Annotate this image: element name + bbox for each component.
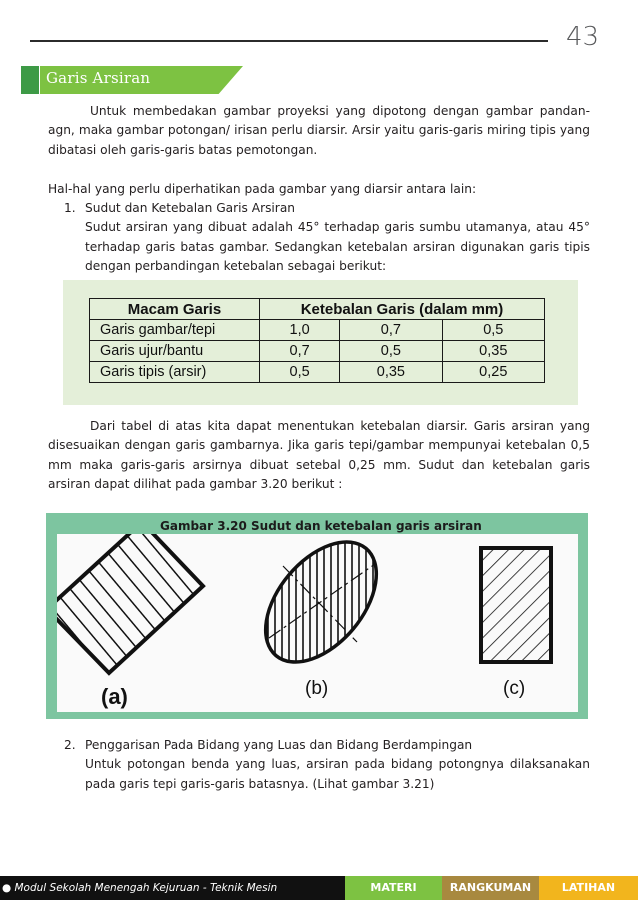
table-cell-name: Garis ujur/bantu bbox=[90, 341, 260, 362]
table-cell-name: Garis tipis (arsir) bbox=[90, 362, 260, 383]
item1-number: 1. bbox=[64, 201, 76, 215]
thickness-table bbox=[89, 298, 545, 383]
thickness-table-image bbox=[63, 280, 578, 405]
section-marker bbox=[21, 66, 39, 94]
table-cell: 0,5 bbox=[442, 320, 544, 341]
figure-c-shape bbox=[481, 548, 551, 662]
figure-b-label: (b) bbox=[305, 678, 329, 699]
footer-module-title bbox=[0, 876, 345, 900]
item1-text: Sudut arsiran yang dibuat adalah 45° terhadap garis sumbu utamanya, atau 45° terhadap garis batas gambar. Sedangkan ketebalan arsiran digunakan garis tipis dengan perbandingan ketebalan sebagai berikut: bbox=[85, 220, 590, 274]
item1 bbox=[85, 199, 590, 277]
table-cell: 0,5 bbox=[340, 341, 442, 362]
table-cell: 1,0 bbox=[260, 320, 340, 341]
table-row bbox=[90, 362, 545, 383]
item2-title: Penggarisan Pada Bidang yang Luas dan Bidang Berdampingan bbox=[85, 738, 473, 752]
table-cell: 0,5 bbox=[260, 362, 340, 383]
item1-title: Sudut dan Ketebalan Garis Arsiran bbox=[85, 201, 296, 215]
intro-paragraph bbox=[48, 102, 590, 160]
table-cell: 0,35 bbox=[340, 362, 442, 383]
item2 bbox=[85, 736, 590, 794]
after-table-text: Dari tabel di atas kita dapat menentukan ketebalan diarsir. Garis arsiran yang disesuaikan dengan garis gambarnya. Jika garis tepi/gambar mempunyai ketebalan 0,5 mm maka garis-garis arsirnya dibuat setebal 0,25 mm. Sudut dan ketebalan garis arsiran dapat dilihat pada gambar 3.20 berikut : bbox=[48, 419, 590, 492]
table-cell: 0,7 bbox=[340, 320, 442, 341]
table-header-row bbox=[90, 299, 545, 320]
figure-c-label: (c) bbox=[503, 678, 526, 699]
table-row bbox=[90, 341, 545, 362]
table-header-type: Macam Garis bbox=[90, 299, 260, 320]
after-table-paragraph bbox=[48, 417, 590, 495]
footer-module-text: Modul Sekolah Menengah Kejuruan - Teknik Mesin bbox=[14, 882, 278, 894]
header-rule bbox=[30, 40, 548, 42]
bullet-icon: ● bbox=[2, 882, 15, 894]
table-row bbox=[90, 320, 545, 341]
table-cell: 0,35 bbox=[442, 341, 544, 362]
table-cell: 0,7 bbox=[260, 341, 340, 362]
item2-text: Untuk potongan benda yang luas, arsiran pada bidang potongnya dilaksanakan pada garis tepi garis-garis batasnya. (Lihat gambar 3.21) bbox=[85, 757, 590, 791]
figure-b-shape bbox=[244, 534, 398, 684]
tab-materi[interactable]: MATERI bbox=[345, 876, 442, 900]
footer-bar bbox=[0, 876, 638, 900]
section-title: Garis Arsiran bbox=[46, 69, 151, 87]
figure-a-shape bbox=[57, 534, 203, 673]
page-number: 43 bbox=[566, 22, 600, 52]
figure-image bbox=[57, 534, 578, 712]
tab-rangkuman[interactable]: RANGKUMAN bbox=[442, 876, 539, 900]
hatching-figure bbox=[57, 534, 578, 712]
item2-number: 2. bbox=[64, 738, 76, 752]
table-cell-name: Garis gambar/tepi bbox=[90, 320, 260, 341]
table-cell: 0,25 bbox=[442, 362, 544, 383]
tab-latihan[interactable]: LATIHAN bbox=[539, 876, 638, 900]
table-header-thickness: Ketebalan Garis (dalam mm) bbox=[260, 299, 545, 320]
intro-text: Untuk membedakan gambar proyeksi yang dipotong dengan gambar pandan-agn, maka gambar potongan/ irisan perlu diarsir. Arsir yaitu garis-garis miring tipis yang dibatasi oleh garis-garis batas pemotongan. bbox=[48, 104, 590, 157]
list-lead: Hal-hal yang perlu diperhatikan pada gambar yang diarsir antara lain: bbox=[48, 182, 477, 196]
figure-a-label: (a) bbox=[101, 684, 128, 709]
figure-caption: Gambar 3.20 Sudut dan ketebalan garis arsiran bbox=[160, 519, 482, 533]
